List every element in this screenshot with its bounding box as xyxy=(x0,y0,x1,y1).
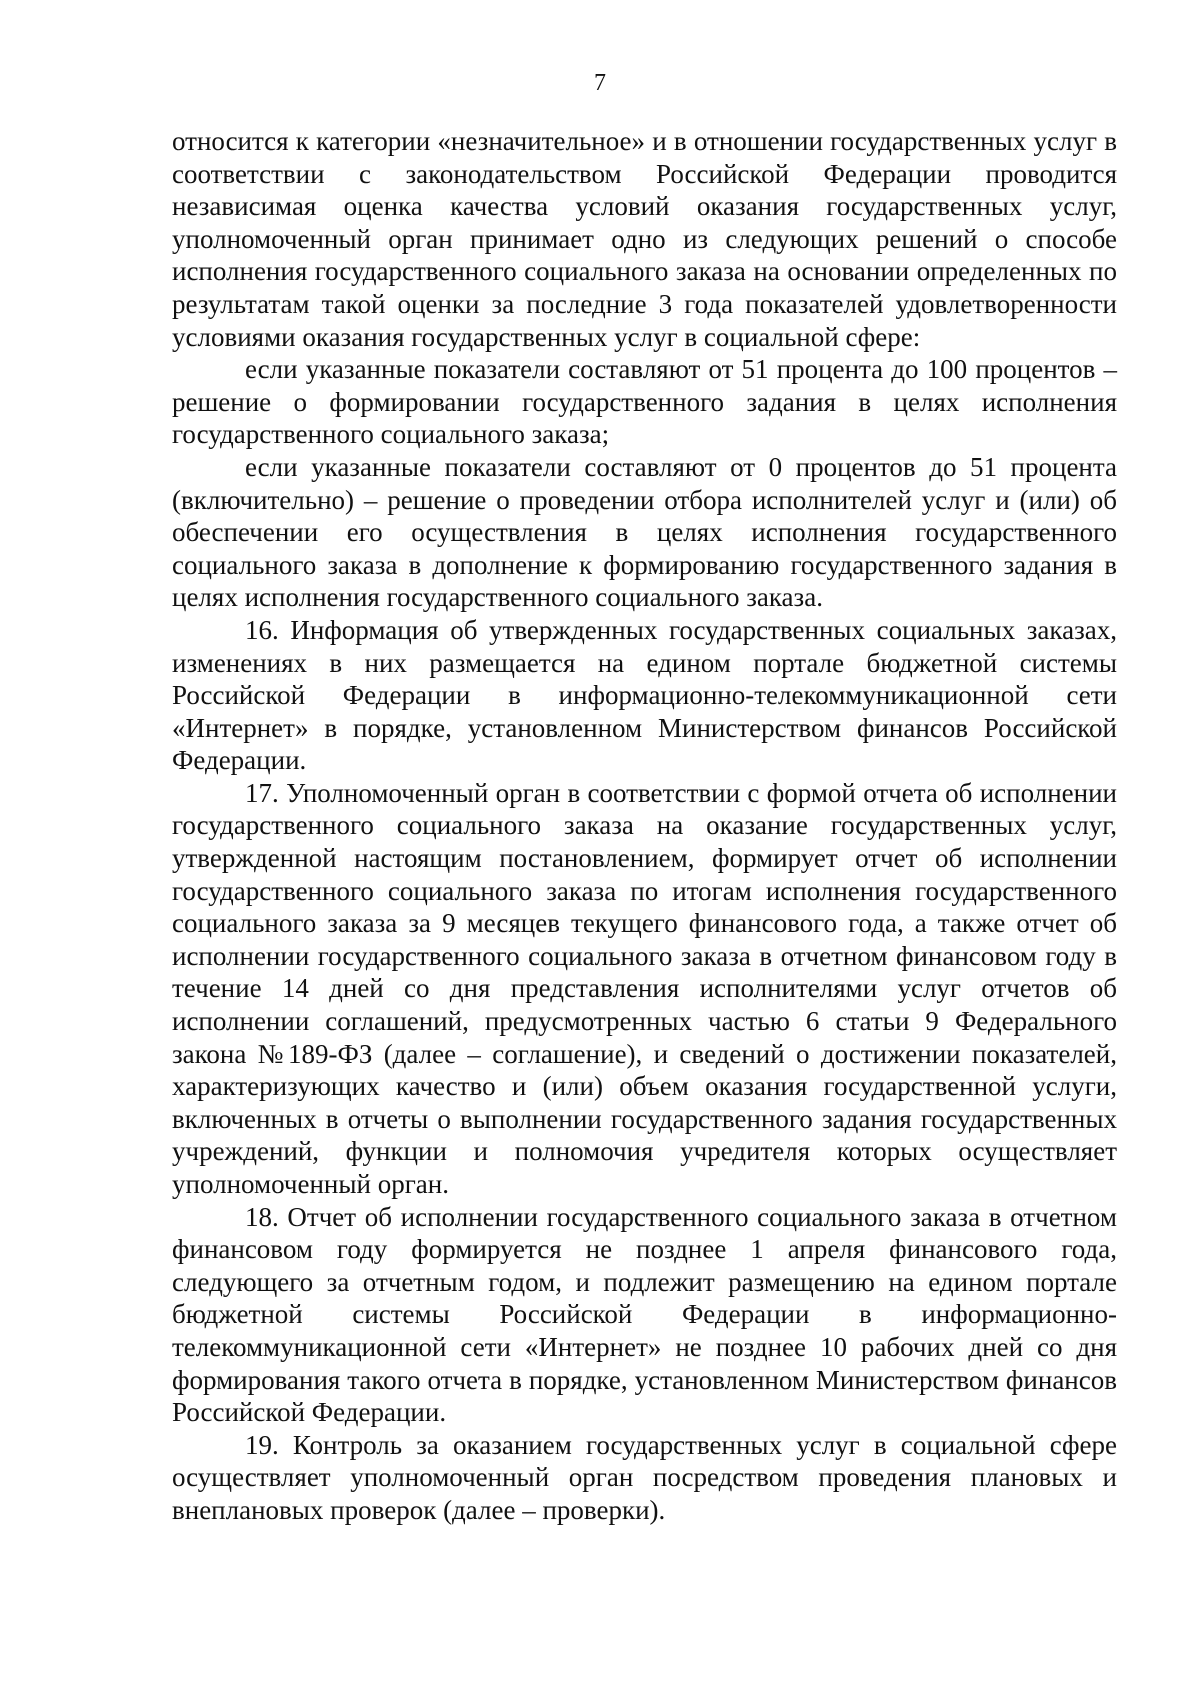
paragraph-clause-17: 17. Уполномоченный орган в соответствии с формой отчета об исполнении государственного социального заказа на оказание государственных услуг, утвержденной настоящим постановлением, формирует отчет об исполнении государственного социального заказа по итогам исполнения государственного социального заказа за 9 месяцев текущего финансового года, а также отчет об исполнении государственного социального заказа в отчетном финансовом году в течение 14 дней со дня представления исполнителями услуг отчетов об исполнении соглашений, предусмотренных частью 6 статьи 9 Федерального закона №189-ФЗ (далее – соглашение), и сведений о достижении показателей, характеризующих качество и (или) объем оказания государственной услуги, включенных в отчеты о выполнении государственного задания государственных учреждений, функции и полномочия учредителя которых осуществляет уполномоченный орган. xyxy=(172,777,1117,1199)
paragraph-option-0-51: если указанные показатели составляют от 0 процентов до 51 процента (включительно) – решение о проведении отбора исполнителей услуг и (или) об обеспечении его осуществления в целях исполнения государственного социального заказа в дополнение к формированию государственного задания в целях исполнения государственного социального заказа. xyxy=(172,451,1117,613)
paragraph-clause-18: 18. Отчет об исполнении государственного социального заказа в отчетном финансовом году формируется не позднее 1 апреля финансового года, следующего за отчетным годом, и подлежит размещению на едином портале бюджетной системы Российской Федерации в информационно-телекоммуникационной сети «Интернет» не позднее 10 рабочих дней со дня формирования такого отчета в порядке, установленном Министерством финансов Российской Федерации. xyxy=(172,1201,1117,1428)
paragraph-continuation: относится к категории «незначительное» и в отношении государственных услуг в соответствии с законодательством Российской Федерации проводится независимая оценка качества условий оказания государственных услуг, уполномоченный орган принимает одно из следующих решений о способе исполнения государственного социального заказа на основании определенных по результатам такой оценки за последние 3 года показателей удовлетворенности условиями оказания государственных услуг в социальной сфере: xyxy=(172,126,1117,352)
paragraph-clause-16: 16. Информация об утвержденных государственных социальных заказах, изменениях в них размещается на едином портале бюджетной системы Российской Федерации в информационно-телекоммуникационной сети «Интернет» в порядке, установленном Министерством финансов Российской Федерации. xyxy=(172,614,1117,776)
paragraph-clause-19: 19. Контроль за оказанием государственных услуг в социальной сфере осуществляет уполномоченный орган посредством проведения плановых и внеплановых проверок (далее – проверки). xyxy=(172,1429,1117,1525)
paragraph-option-51-100: если указанные показатели составляют от 51 процента до 100 процентов – решение о формировании государственного задания в целях исполнения государственного социального заказа; xyxy=(172,354,1117,450)
page-number: 7 xyxy=(594,70,606,96)
document-body xyxy=(172,125,1117,1527)
